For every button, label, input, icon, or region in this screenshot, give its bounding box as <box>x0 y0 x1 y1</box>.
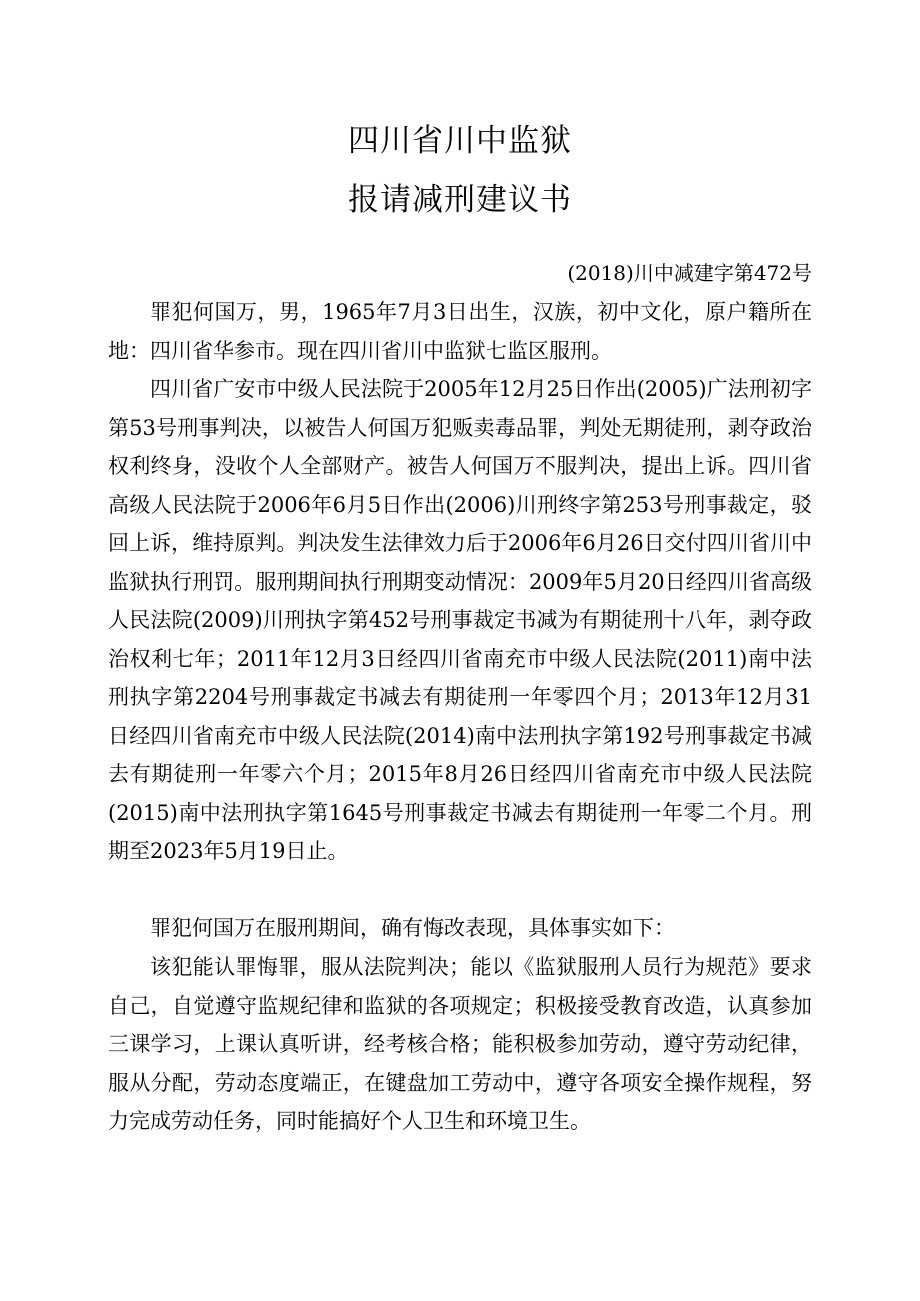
document-title-type: 报请减刑建议书 <box>348 182 572 218</box>
document-number: (2018)川中减建字第472号 <box>567 261 812 285</box>
paragraph-repentance-intro: 罪犯何国万在服刑期间，确有悔改表现，具体事实如下： <box>150 916 675 940</box>
paragraph-conduct-facts: 该犯能认罪悔罪，服从法院判决；能以《监狱服刑人员行为规范》要求自己，自觉遵守监规纪律和监狱的各项规定；积极接受教育改造，认真参加三课学习，上课认真听讲，经考核合格；能积极参加劳动，遵守劳动纪律，服从分配，劳动态度端正，在键盘加工劳动中，遵守各项安全操作规程，努力完成劳动任务，同时能搞好个人卫生和环境卫生。 <box>108 955 812 1133</box>
paragraph-sentence-history: 四川省广安市中级人民法院于2005年12月25日作出(2005)广法刑初字第53号刑事判决，以被告人何国万犯贩卖毒品罪，判处无期徒刑，剥夺政治权利终身，没收个人全部财产。被告人何国万不服判决，提出上诉。四川省高级人民法院于2006年6月5日作出(2006)川刑终字第253号刑事裁定，驳回上诉，维持原判。判决发生法律效力后于2006年6月26日交付四川省川中监狱执行刑罚。服刑期间执行刑期变动情况：2009年5月20日经四川省高级人民法院(2009)川刑执字第452号刑事裁定书减为有期徒刑十八年，剥夺政治权利七年；2011年12月3日经四川省南充市中级人民法院(2011)南中法刑执字第2204号刑事裁定书减去有期徒刑一年零四个月；2013年12月31日经四川省南充市中级人民法院(2014)南中法刑执字第192号刑事裁定书减去有期徒刑一年零六个月；2015年8月26日经四川省南充市中级人民法院(2015)南中法刑执字第1645号刑事裁定书减去有期徒刑一年零二个月。刑期至2023年5月19日止。 <box>108 377 812 863</box>
document-title-organization: 四川省川中监狱 <box>348 123 572 159</box>
paragraph-prisoner-info: 罪犯何国万，男，1965年7月3日出生，汉族，初中文化，原户籍所在地：四川省华参市。现在四川省川中监狱七监区服刑。 <box>108 300 812 363</box>
